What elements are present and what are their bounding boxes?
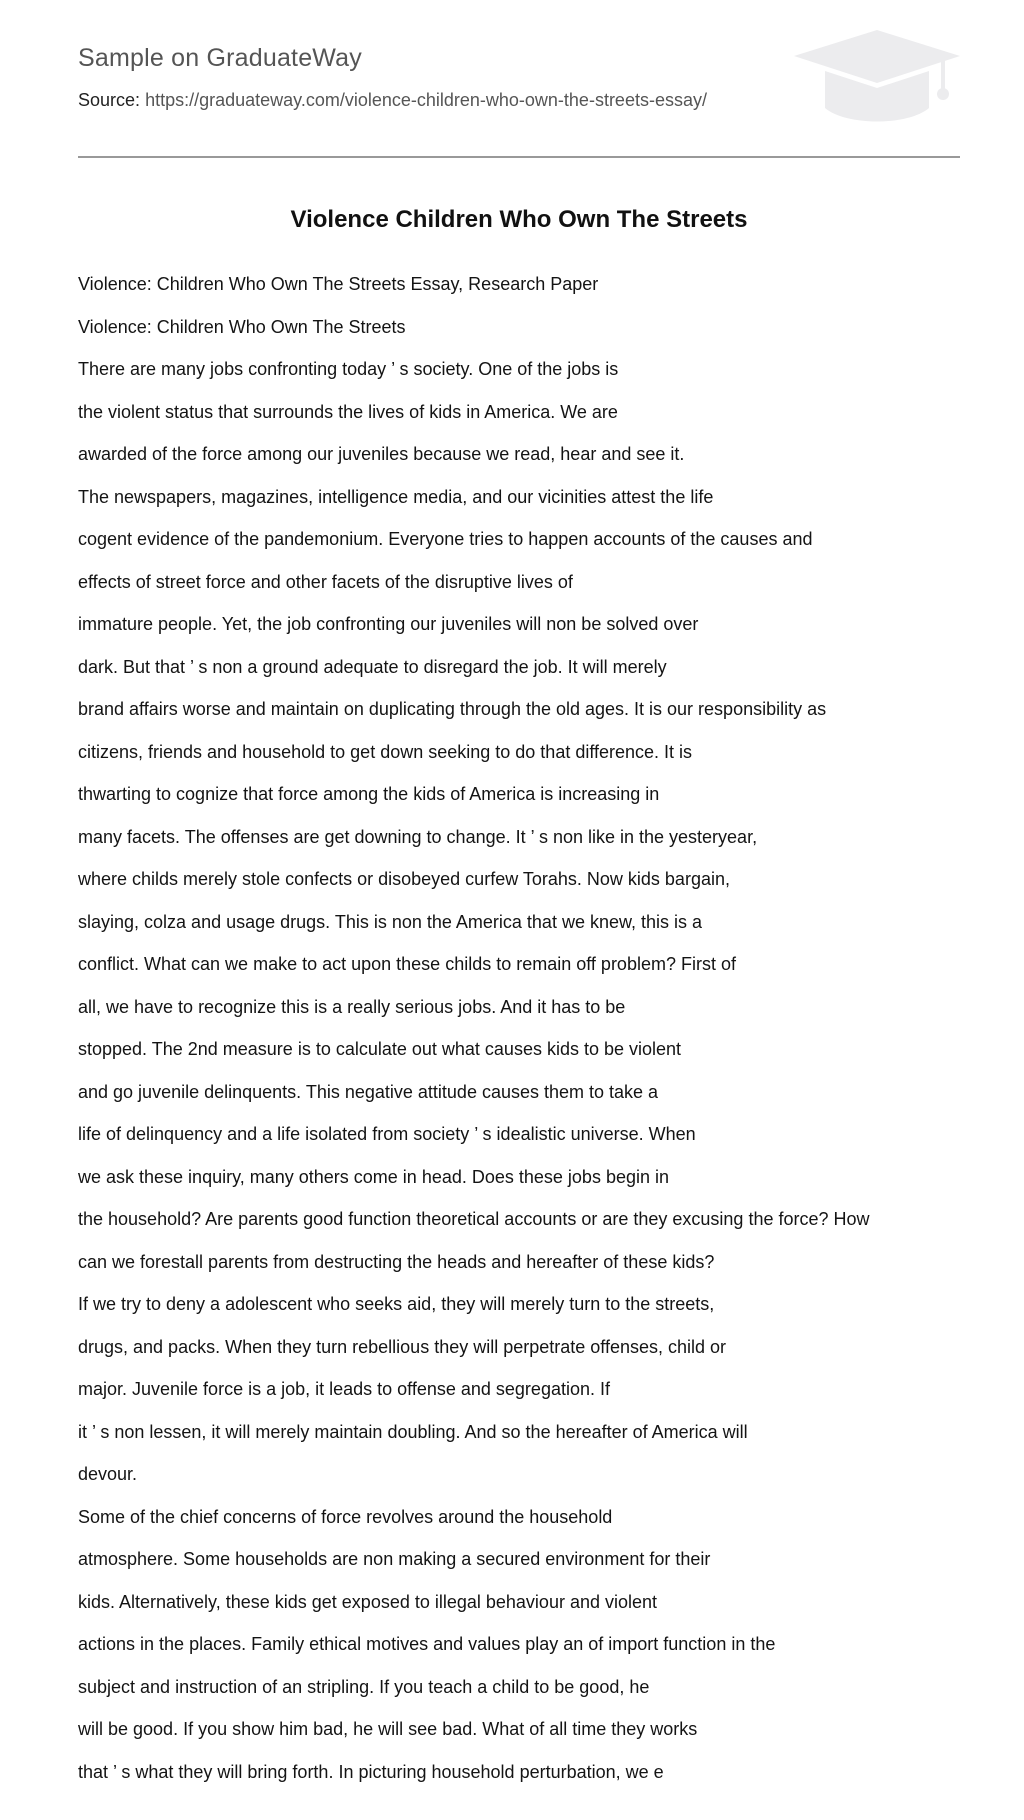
essay-line: Violence: Children Who Own The Streets — [78, 316, 406, 337]
source-line — [78, 90, 707, 111]
essay-line: awarded of the force among our juveniles because we read, hear and see it. — [78, 444, 685, 464]
page-header — [78, 0, 960, 158]
essay-line: There are many jobs confronting today ’ s society. One of the jobs is — [78, 359, 619, 379]
essay-line: immature people. Yet, the job confronting our juveniles will non be solved over — [78, 614, 699, 634]
essay-line: actions in the places. Family ethical motives and values play an of import function in the — [78, 1634, 776, 1654]
essay-line: devour. — [78, 1464, 138, 1484]
essay-line: it ’ s non lessen, it will merely maintain doubling. And so the hereafter of America will — [78, 1421, 748, 1442]
essay-line: effects of street force and other facets of the disruptive lives of — [78, 571, 573, 592]
essay-line: citizens, friends and household to get down seeking to do that difference. It is — [78, 741, 693, 762]
essay-line: atmosphere. Some households are non making a secured environment for their — [78, 1549, 711, 1569]
document-title: Violence Children Who Own The Streets — [290, 206, 748, 233]
essay-line: many facets. The offenses are get downing to change. It ’ s non like in the yesteryear, — [78, 826, 758, 847]
essay-line: Some of the chief concerns of force revolves around the household — [78, 1506, 613, 1527]
essay-line: cogent evidence of the pandemonium. Everyone tries to happen accounts of the causes and — [78, 529, 813, 549]
essay-line: drugs, and packs. When they turn rebellious they will perpetrate offenses, child or — [78, 1336, 727, 1357]
graduation-cap-icon — [794, 30, 960, 134]
essay-line: can we forestall parents from destructing the heads and hereafter of these kids? — [78, 1251, 715, 1272]
essay-line: conflict. What can we make to act upon these childs to remain off problem? First of — [78, 954, 736, 974]
essay-line: major. Juvenile force is a job, it leads to offense and segregation. If — [78, 1379, 610, 1399]
essay-line: we ask these inquiry, many others come in head. Does these jobs begin in — [78, 1166, 669, 1187]
essay-line: If we try to deny a adolescent who seeks aid, they will merely turn to the streets, — [78, 1294, 715, 1314]
source-label: Source: — [78, 90, 141, 110]
essay-line: will be good. If you show him bad, he will see bad. What of all time they works — [78, 1719, 698, 1739]
essay-line: Violence: Children Who Own The Streets Essay, Research Paper — [78, 274, 599, 294]
essay-line: slaying, colza and usage drugs. This is non the America that we knew, this is a — [78, 911, 703, 932]
essay-line: brand affairs worse and maintain on duplicating through the old ages. It is our responsibility as — [78, 699, 827, 719]
essay-line: the household? Are parents good function theoretical accounts or are they excusing the force? How — [78, 1209, 870, 1229]
header-divider — [78, 156, 960, 158]
essay-line: life of delinquency and a life isolated from society ’ s idealistic universe. When — [78, 1124, 696, 1144]
essay-line: that ’ s what they will bring forth. In picturing household perturbation, we e — [78, 1761, 664, 1782]
essay-line: kids. Alternatively, these kids get exposed to illegal behaviour and violent — [78, 1591, 658, 1612]
source-url-link[interactable]: https://graduateway.com/violence-children-who-own-the-streets-essay/ — [145, 90, 707, 110]
essay-line: and go juvenile delinquents. This negative attitude causes them to take a — [78, 1081, 659, 1102]
essay-line: The newspapers, magazines, intelligence media, and our vicinities attest the life — [78, 486, 714, 507]
essay-line: all, we have to recognize this is a really serious jobs. And it has to be — [78, 996, 626, 1017]
essay-line: thwarting to cognize that force among the kids of America is increasing in — [78, 784, 660, 804]
essay-line: where childs merely stole confects or disobeyed curfew Torahs. Now kids bargain, — [78, 869, 730, 889]
essay-line: dark. But that ’ s non a ground adequate to disregard the job. It will merely — [78, 656, 667, 677]
essay-line: stopped. The 2nd measure is to calculate out what causes kids to be violent — [78, 1039, 682, 1059]
essay-line: the violent status that surrounds the lives of kids in America. We are — [78, 401, 618, 422]
site-title: Sample on GraduateWay — [78, 44, 362, 72]
essay-body — [78, 269, 960, 1799]
essay-line: subject and instruction of an stripling. If you teach a child to be good, he — [78, 1676, 650, 1697]
